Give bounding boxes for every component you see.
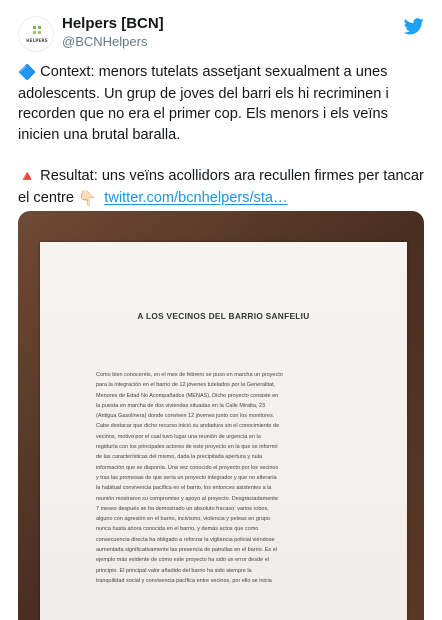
context-text: Context: menors tutelats assetjant sexualment a unes adolescents. Un grup de joves del barri els hi recriminen i recorden que no era el primer cop. Els menors i els veïns inicien una brutal baralla. [18, 64, 389, 143]
letter-line: ejemplo más evidente de cómo este proyecto ha sido un error desde el [96, 557, 270, 564]
avatar-label: HELPERS [26, 38, 48, 43]
result-text: Resultat: uns veïns acollidors ara recullen firmes per tancar el centre [18, 167, 424, 206]
red-triangle-icon: 🔺 [18, 168, 37, 185]
letter-line: principio. El principal valor añadido del barrio ha sido siempre la [96, 567, 252, 574]
letter-line: 7 meses después se ha demostrado un absoluto fracaso: varios robos, [96, 505, 269, 512]
letter-line: Menores de Edad No Acompañados (MENAS). Dicho proyecto consiste en [96, 392, 279, 399]
paragraph-gap [18, 145, 428, 166]
blue-diamond-icon: 🔷 [18, 65, 37, 81]
tweet-link[interactable]: twitter.com/bcnhelpers/sta… [104, 189, 288, 206]
twitter-bird-icon[interactable] [404, 18, 424, 35]
letter-line: tranquilidad social y convivencia pacífica entre vecinos, por ello se inicia [96, 577, 272, 584]
letter-line: de las características del mismo, dada la precipitada apertura y nula [96, 454, 263, 461]
letter-line: y tras las promesas de que sería un proyecto integrador y que no alteraría [96, 474, 277, 481]
letter-document [40, 242, 407, 620]
letter-line: la puesta en marcha de dos viviendas situadas en la Calle Miralta, 23 [96, 402, 266, 409]
letter-line: regiduría con los principales actores de este proyecto en la que se informó [96, 444, 278, 451]
letter-line: para la integración en el barrio de 12 jóvenes tutelados por la Generalitat, [96, 382, 276, 389]
letter-line: información que se disponía. Una vez conocido el proyecto por los vecinos [96, 464, 279, 471]
letter-line: reunión mostraron su compromiso y apoyo al proyecto. Desgraciadamente [96, 495, 278, 502]
context-paragraph [18, 62, 428, 145]
tweet-header [18, 14, 424, 54]
letter-title: A LOS VECINOS DEL BARRIO SANFELIU [137, 311, 310, 321]
letter-line: Como bien conoceréis, en el mes de febrero se puso en marcha un proyecto [96, 372, 283, 378]
helpers-logo-icon [33, 26, 41, 34]
letter-line: aumentada significativamente las presencia de patrullas en el barrio. Es el [96, 547, 277, 554]
author-names[interactable] [62, 15, 164, 50]
letter-line: (Antigua Gasolinera) donde conviven 12 jóvenes junto con los monitores. [96, 413, 275, 420]
letter-line: consecuencia directa ha obligado a reforzar la vigilancia policial viéndose [96, 536, 275, 543]
letter-body [96, 370, 351, 586]
letter-line: la habitual convivencia pacífica en el barrio, los entonces asistentes a la [96, 485, 272, 492]
letter-line: alguno con agresión en el barrio, incivismo, violencia y peleas en grupo [96, 516, 270, 523]
letter-line: Cabe destacar que dicho recurso inició su andadura sin el conocimiento de [96, 423, 280, 430]
letter-line: nunca hasta ahora conocida en el barrio, y demás actos que como [96, 526, 259, 533]
result-paragraph [18, 166, 428, 209]
avatar[interactable] [18, 16, 54, 52]
user-handle[interactable]: @BCNHelpers [62, 34, 148, 49]
letter-line: vecinos, motivo por el cual tuvo lugar una reunión de urgencia en la [96, 433, 261, 440]
tweet-text [18, 62, 428, 209]
tweet-photo[interactable] [18, 211, 424, 620]
pointing-down-icon: 👇🏻 [78, 190, 97, 207]
display-name[interactable]: Helpers [BCN] [62, 15, 164, 32]
